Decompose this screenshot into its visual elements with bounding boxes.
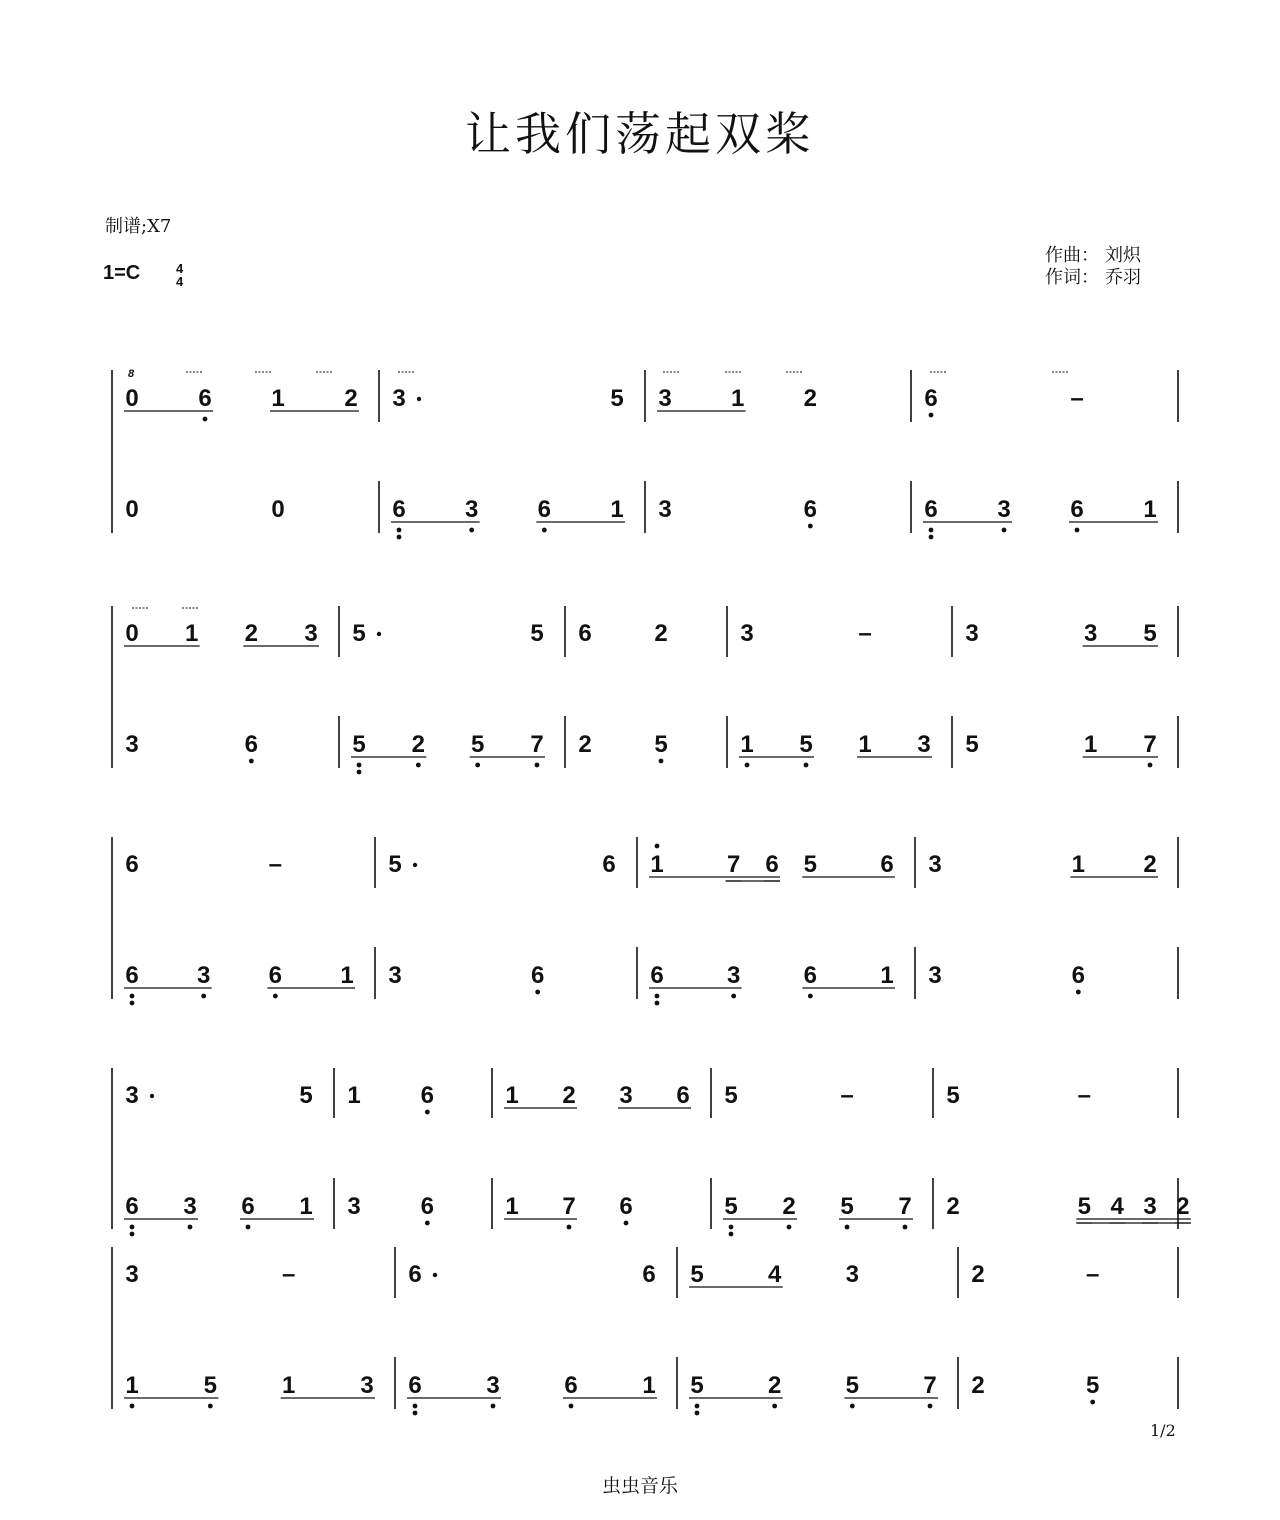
lyricist-name: 乔羽 [1105, 267, 1141, 288]
note-s1-r1-m2-n0: 2 [578, 731, 592, 758]
low-octave-dot [357, 770, 362, 775]
note-s2-r1-m1-n0: 3 [388, 962, 402, 989]
note-s3-r1-m3-n2: 5 [840, 1193, 854, 1220]
note-s4-r1-m0-n3: 3 [360, 1372, 374, 1399]
note-s3-r1-m4-n2: 4 [1110, 1193, 1124, 1220]
note-s1-r1-m3-n2: 1 [858, 731, 872, 758]
low-octave-dot [535, 763, 540, 768]
note-s2-r1-m2-n3: 1 [880, 962, 894, 989]
composer-name: 刘炽 [1105, 245, 1141, 266]
note-s4-r1-m0-n1: 5 [203, 1372, 218, 1399]
note-s0-r0-m3-n1: – [1070, 385, 1084, 412]
augmentation-dot [150, 1094, 154, 1098]
note-s3-r0-m4-n1: – [1077, 1082, 1092, 1109]
note-s3-r0-m2-n1: 2 [562, 1082, 576, 1109]
note-s2-r0-m3-n1: 1 [1071, 851, 1086, 878]
note-s1-r1-m1-n1: 2 [411, 731, 426, 758]
low-octave-dot [567, 1225, 572, 1230]
low-octave-dot [1075, 528, 1080, 533]
note-s2-r1-m0-n2: 6 [268, 962, 283, 989]
low-octave-dot [203, 417, 208, 422]
note-s3-r1-m0-n2: 6 [241, 1193, 255, 1220]
note-s2-r1-m3-n1: 6 [1071, 962, 1086, 989]
note-s2-r1-m0-n3: 1 [340, 962, 354, 989]
lyricist-label: 作词： [1045, 267, 1099, 288]
low-octave-dot [542, 528, 547, 533]
note-s4-r0-m1-n0: 6 [408, 1261, 422, 1288]
low-octave-dot [535, 990, 540, 995]
note-s3-r1-m2-n0: 1 [505, 1193, 519, 1220]
low-octave-dot [729, 1225, 734, 1230]
note-s4-r1-m1-n1: 3 [486, 1372, 500, 1399]
note-s0-r1-m1-n1: 3 [464, 496, 479, 523]
note-s0-r0-m1-n0: 3 [392, 385, 406, 412]
low-octave-dot [1090, 1400, 1095, 1405]
note-s3-r1-m3-n1: 2 [782, 1193, 796, 1220]
time-signature-bottom: 4 [176, 274, 184, 289]
low-octave-dot [695, 1404, 700, 1409]
low-octave-dot [804, 763, 809, 768]
note-s1-r0-m3-n0: 3 [740, 620, 754, 647]
note-s0-r1-m3-n1: 3 [997, 496, 1011, 523]
note-s1-r1-m1-n2: 5 [470, 731, 485, 758]
note-s4-r0-m0-n0: 3 [125, 1261, 139, 1288]
note-s2-r0-m0-n0: 6 [125, 851, 139, 878]
note-s1-r1-m2-n1: 5 [654, 731, 668, 758]
note-s0-r0-m2-n0: 3 [658, 385, 672, 412]
note-s1-r0-m3-n1: – [858, 620, 872, 647]
low-octave-dot [850, 1404, 855, 1409]
note-s3-r0-m0-n1: 5 [299, 1082, 313, 1109]
note-s3-r1-m3-n0: 5 [724, 1193, 738, 1220]
note-s3-r1-m4-n3: 3 [1143, 1193, 1157, 1220]
low-octave-dot [1002, 528, 1007, 533]
note-s1-r0-m2-n0: 6 [578, 620, 592, 647]
low-octave-dot [808, 994, 813, 999]
note-s4-r1-m1-n2: 6 [564, 1372, 578, 1399]
note-s4-r1-m0-n0: 1 [125, 1372, 139, 1399]
note-s2-r1-m2-n2: 6 [803, 962, 818, 989]
note-s1-r1-m1-n0: 5 [352, 731, 366, 758]
note-s2-r0-m3-n2: 2 [1143, 851, 1157, 878]
low-octave-dot [745, 763, 750, 768]
composer-label: 作曲： [1045, 245, 1099, 266]
low-octave-dot [731, 994, 736, 999]
note-s4-r1-m3-n0: 2 [971, 1372, 985, 1399]
low-octave-dot [469, 528, 474, 533]
low-octave-dot [130, 1225, 135, 1230]
low-octave-dot [655, 1001, 660, 1006]
note-s1-r1-m4-n2: 7 [1143, 731, 1157, 758]
note-s1-r1-m0-n1: 6 [244, 731, 259, 758]
note-s3-r1-m0-n1: 3 [183, 1193, 197, 1220]
note-s3-r0-m0-n0: 3 [125, 1082, 139, 1109]
low-octave-dot [246, 1225, 251, 1230]
note-s3-r0-m1-n0: 1 [347, 1082, 361, 1109]
note-s2-r1-m0-n0: 6 [125, 962, 139, 989]
note-s3-r0-m3-n1: – [840, 1082, 854, 1109]
note-s3-r0-m2-n0: 1 [505, 1082, 519, 1109]
augmentation-dot [377, 632, 381, 636]
note-s4-r0-m0-n1: – [281, 1261, 296, 1288]
octave-mark: 8 [127, 368, 135, 380]
low-octave-dot [273, 994, 278, 999]
low-octave-dot [475, 763, 480, 768]
note-s4-r1-m0-n2: 1 [281, 1372, 296, 1399]
low-octave-dot [397, 535, 402, 540]
note-s3-r0-m2-n3: 6 [676, 1082, 690, 1109]
low-octave-dot [397, 528, 402, 533]
note-s1-r0-m0-n1: 1 [184, 620, 199, 647]
low-octave-dot [808, 524, 813, 529]
low-octave-dot [929, 535, 934, 540]
low-octave-dot [491, 1404, 496, 1409]
note-s0-r1-m0-n1: 0 [271, 496, 285, 523]
note-s1-r1-m4-n1: 1 [1083, 731, 1098, 758]
note-s3-r1-m4-n4: 2 [1176, 1193, 1190, 1220]
low-octave-dot [413, 1411, 418, 1416]
low-octave-dot [1148, 763, 1153, 768]
low-octave-dot [929, 413, 934, 418]
note-s1-r0-m0-n0: 0 [125, 620, 139, 647]
note-s3-r0-m1-n1: 6 [420, 1082, 435, 1109]
note-s0-r0-m2-n2: 2 [803, 385, 818, 412]
note-s4-r0-m2-n0: 5 [690, 1261, 704, 1288]
low-octave-dot [425, 1110, 430, 1115]
note-s1-r1-m1-n3: 7 [530, 731, 544, 758]
low-octave-dot [929, 528, 934, 533]
low-octave-dot [425, 1221, 430, 1226]
page-number: 1/2 [1150, 1421, 1176, 1440]
low-octave-dot [903, 1225, 908, 1230]
note-s0-r0-m0-n1: 6 [198, 385, 212, 412]
note-s3-r0-m2-n2: 3 [619, 1082, 633, 1109]
low-octave-dot [659, 759, 664, 764]
low-octave-dot [655, 994, 660, 999]
note-s3-r1-m2-n2: 6 [619, 1193, 633, 1220]
low-octave-dot [416, 763, 421, 768]
low-octave-dot [201, 994, 206, 999]
note-s1-r0-m4-n2: 5 [1143, 620, 1157, 647]
note-s0-r1-m0-n0: 0 [125, 496, 139, 523]
low-octave-dot [624, 1221, 629, 1226]
low-octave-dot [845, 1225, 850, 1230]
low-octave-dot [1076, 990, 1081, 995]
augmentation-dot [413, 863, 417, 867]
note-s4-r1-m2-n1: 2 [767, 1372, 782, 1399]
high-octave-dot [655, 844, 660, 849]
note-s1-r0-m4-n0: 3 [965, 620, 979, 647]
low-octave-dot [130, 1001, 135, 1006]
note-s3-r0-m3-n0: 5 [724, 1082, 738, 1109]
note-s2-r0-m1-n1: 6 [602, 851, 616, 878]
note-s1-r1-m3-n3: 3 [917, 731, 931, 758]
note-s4-r0-m3-n1: – [1085, 1261, 1100, 1288]
note-s0-r1-m1-n2: 6 [537, 496, 552, 523]
note-s2-r1-m1-n1: 6 [530, 962, 545, 989]
note-s2-r0-m2-n0: 1 [650, 851, 664, 878]
note-s2-r1-m3-n0: 3 [928, 962, 942, 989]
low-octave-dot [249, 759, 254, 764]
note-s3-r1-m3-n3: 7 [898, 1193, 912, 1220]
low-octave-dot [130, 994, 135, 999]
note-s3-r1-m0-n3: 1 [299, 1193, 313, 1220]
note-s1-r0-m1-n1: 5 [530, 620, 544, 647]
note-s0-r1-m3-n2: 6 [1070, 496, 1084, 523]
low-octave-dot [569, 1404, 574, 1409]
note-s3-r1-m1-n0: 3 [347, 1193, 361, 1220]
low-octave-dot [188, 1225, 193, 1230]
note-s1-r1-m3-n0: 1 [740, 731, 754, 758]
note-s3-r1-m4-n0: 2 [946, 1193, 960, 1220]
note-s4-r1-m2-n3: 7 [923, 1372, 937, 1399]
key-signature: 1=C [103, 262, 141, 284]
note-s1-r0-m0-n3: 3 [304, 620, 318, 647]
low-octave-dot [787, 1225, 792, 1230]
note-s0-r0-m3-n0: 6 [924, 385, 938, 412]
note-s4-r0-m2-n2: 3 [845, 1261, 860, 1288]
note-s0-r0-m2-n1: 1 [730, 385, 745, 412]
note-s2-r1-m2-n1: 3 [726, 962, 741, 989]
note-s2-r0-m1-n0: 5 [388, 851, 402, 878]
note-s3-r1-m2-n1: 7 [562, 1193, 576, 1220]
low-octave-dot [413, 1404, 418, 1409]
low-octave-dot [357, 763, 362, 768]
note-s0-r1-m2-n0: 3 [658, 496, 672, 523]
note-s4-r0-m1-n1: 6 [642, 1261, 656, 1288]
note-s4-r1-m1-n3: 1 [642, 1372, 656, 1399]
low-octave-dot [928, 1404, 933, 1409]
footer-source: 虫虫音乐 [601, 1475, 678, 1497]
note-s0-r1-m3-n3: 1 [1143, 496, 1157, 523]
note-s3-r1-m1-n1: 6 [420, 1193, 435, 1220]
note-s3-r0-m4-n0: 5 [946, 1082, 960, 1109]
note-s4-r1-m2-n0: 5 [690, 1372, 704, 1399]
note-s2-r0-m3-n0: 3 [928, 851, 942, 878]
note-s1-r1-m4-n0: 5 [965, 731, 979, 758]
low-octave-dot [130, 1232, 135, 1237]
note-s0-r1-m1-n3: 1 [610, 496, 624, 523]
note-s0-r0-m1-n1: 5 [610, 385, 624, 412]
note-s2-r1-m0-n1: 3 [196, 962, 211, 989]
note-s1-r0-m2-n1: 2 [654, 620, 668, 647]
note-s1-r0-m0-n2: 2 [244, 620, 259, 647]
score-title: 让我们荡起双桨 [465, 107, 815, 161]
note-s0-r1-m2-n1: 6 [803, 496, 818, 523]
note-s4-r0-m2-n1: 4 [767, 1261, 782, 1288]
augmentation-dot [433, 1273, 437, 1277]
note-s1-r0-m4-n1: 3 [1083, 620, 1098, 647]
arranger-credit: 制谱;X7 [105, 216, 172, 237]
low-octave-dot [695, 1411, 700, 1416]
note-s4-r0-m3-n0: 2 [971, 1261, 985, 1288]
note-s4-r1-m2-n2: 5 [845, 1372, 860, 1399]
note-s2-r0-m2-n4: 6 [880, 851, 894, 878]
note-s0-r0-m0-n2: 1 [271, 385, 285, 412]
note-s4-r1-m3-n1: 5 [1085, 1372, 1100, 1399]
low-octave-dot [729, 1232, 734, 1237]
note-s4-r1-m1-n0: 6 [408, 1372, 422, 1399]
note-s3-r1-m0-n0: 6 [125, 1193, 139, 1220]
note-s3-r1-m4-n1: 5 [1077, 1193, 1092, 1220]
note-s0-r0-m0-n3: 2 [344, 385, 358, 412]
low-octave-dot [130, 1404, 135, 1409]
time-signature-top: 4 [176, 261, 184, 276]
low-octave-dot [208, 1404, 213, 1409]
note-s0-r1-m1-n0: 6 [392, 496, 406, 523]
note-s2-r0-m2-n3: 5 [803, 851, 818, 878]
note-s0-r0-m0-n0: 0 [125, 385, 139, 412]
note-s2-r0-m0-n1: – [268, 851, 283, 878]
note-s1-r1-m0-n0: 3 [125, 731, 139, 758]
note-s2-r0-m2-n2: 6 [765, 851, 779, 878]
note-s1-r1-m3-n1: 5 [799, 731, 813, 758]
note-s0-r1-m3-n0: 6 [924, 496, 938, 523]
note-s1-r0-m1-n0: 5 [352, 620, 366, 647]
note-s2-r0-m2-n1: 7 [726, 851, 741, 878]
note-s2-r1-m2-n0: 6 [650, 962, 664, 989]
low-octave-dot [772, 1404, 777, 1409]
augmentation-dot [417, 397, 421, 401]
